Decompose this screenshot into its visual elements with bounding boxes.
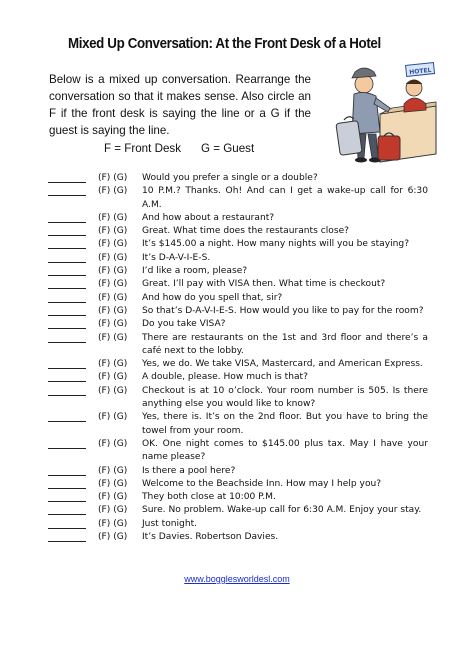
line-text: It’s D-A-V-I-E-S. <box>142 252 211 263</box>
line-text: Great. I’ll pay with VISA then. What time is checkout? <box>142 279 386 290</box>
line-text: So that’s D-A-V-I-E-S. How would you like to pay for the room? <box>142 305 424 316</box>
worksheet-title: Mixed Up Conversation: At the Front Desk of a Hotel <box>68 36 381 52</box>
conversation-line <box>48 185 428 212</box>
answer-blank[interactable] <box>48 252 86 263</box>
conversation-line <box>48 332 428 359</box>
answer-blank[interactable] <box>48 185 86 196</box>
speaker-choice[interactable]: (F) (G) <box>98 359 128 370</box>
conversation-line <box>48 292 428 305</box>
speaker-choice[interactable]: (F) (G) <box>98 239 128 250</box>
conversation-line <box>48 225 428 238</box>
conversation-line <box>48 531 428 544</box>
key-front-desk: F = Front Desk <box>104 142 181 155</box>
line-text: Just tonight. <box>142 518 198 529</box>
speaker-choice[interactable]: (F) (G) <box>98 412 128 423</box>
speaker-choice[interactable]: (F) (G) <box>98 266 128 277</box>
hotel-guest-at-front-desk-illustration <box>318 54 438 169</box>
speaker-choice[interactable]: (F) (G) <box>98 518 128 529</box>
conversation-line <box>48 518 428 531</box>
answer-blank[interactable] <box>48 504 86 515</box>
conversation-line <box>48 358 428 371</box>
conversation-line <box>48 491 428 504</box>
conversation-line <box>48 371 428 384</box>
speaker-choice[interactable]: (F) (G) <box>98 478 128 489</box>
answer-blank[interactable] <box>48 438 86 449</box>
answer-blank[interactable] <box>48 491 86 502</box>
speaker-choice[interactable]: (F) (G) <box>98 226 128 237</box>
conversation-line <box>48 411 428 438</box>
answer-blank[interactable] <box>48 172 86 183</box>
conversation-line <box>48 238 428 251</box>
line-text: I’d like a room, please? <box>142 266 248 277</box>
speaker-choice[interactable]: (F) (G) <box>98 372 128 383</box>
conversation-lines <box>48 172 428 544</box>
answer-blank[interactable] <box>48 212 86 223</box>
conversation-line <box>48 252 428 265</box>
line-text: Would you prefer a single or a double? <box>142 173 318 183</box>
footer-link[interactable]: www.bogglesworldesl.com <box>184 574 290 584</box>
line-text: A double, please. How much is that? <box>142 372 308 383</box>
line-text: And how about a restaurant? <box>142 212 275 223</box>
speaker-choice[interactable]: (F) (G) <box>98 332 128 343</box>
speaker-choice[interactable]: (F) (G) <box>98 305 128 316</box>
answer-blank[interactable] <box>48 518 86 529</box>
answer-blank[interactable] <box>48 292 86 303</box>
answer-blank[interactable] <box>48 278 86 289</box>
speaker-choice[interactable]: (F) (G) <box>98 292 128 303</box>
line-text: 10 P.M.? Thanks. Oh! And can I get a wake-up call for 6:30 A.M. <box>142 186 428 210</box>
line-text: They both close at 10:00 P.M. <box>142 492 276 503</box>
line-text: It’s Davies. Robertson Davies. <box>142 532 279 543</box>
line-text: Is there a pool here? <box>142 465 236 476</box>
answer-blank[interactable] <box>48 465 86 476</box>
line-text: Yes, we do. We take VISA, Mastercard, and American Express. <box>142 359 423 370</box>
answer-blank[interactable] <box>48 385 86 396</box>
answer-blank[interactable] <box>48 332 86 343</box>
line-text: And how do you spell that, sir? <box>142 292 283 303</box>
answer-blank[interactable] <box>48 531 86 542</box>
instructions: Below is a mixed up conversation. Rearrange the conversation so that it makes sense. Also circle an F if the front desk is saying the line or a G if the guest is saying the line. <box>49 73 311 137</box>
conversation-line <box>48 305 428 318</box>
line-text: Checkout is at 10 o’clock. Your room number is 505. Is there anything else you would like to know? <box>142 385 428 410</box>
answer-blank[interactable] <box>48 305 86 316</box>
speaker-choice[interactable]: (F) (G) <box>98 532 128 543</box>
speaker-choice[interactable]: (F) (G) <box>98 438 128 449</box>
hotel-sign-text: HOTEL <box>408 66 432 77</box>
line-text: Great. What time does the restaurants close? <box>142 226 349 237</box>
speaker-choice[interactable]: (F) (G) <box>98 505 128 516</box>
conversation-line <box>48 478 428 491</box>
answer-blank[interactable] <box>48 225 86 236</box>
speaker-choice[interactable]: (F) (G) <box>98 465 128 476</box>
speaker-choice[interactable]: (F) (G) <box>98 319 128 330</box>
line-text: Yes, there is. It’s on the 2nd floor. But you have to bring the towel from your room. <box>142 412 428 436</box>
line-text: It’s $145.00 a night. How many nights will you be staying? <box>142 239 410 250</box>
answer-blank[interactable] <box>48 265 86 276</box>
speaker-choice[interactable]: (F) (G) <box>98 252 128 263</box>
speaker-choice[interactable]: (F) (G) <box>98 212 128 223</box>
answer-blank[interactable] <box>48 238 86 249</box>
conversation-line <box>48 438 428 465</box>
conversation-line <box>48 385 428 412</box>
line-text: Welcome to the Beachside Inn. How may I help you? <box>142 478 382 489</box>
conversation-line <box>48 172 428 185</box>
conversation-line <box>48 465 428 478</box>
speaker-choice[interactable]: (F) (G) <box>98 385 128 396</box>
line-text: OK. One night comes to $145.00 plus tax. May I have your name please? <box>142 438 428 463</box>
speaker-choice[interactable]: (F) (G) <box>98 173 128 183</box>
answer-blank[interactable] <box>48 411 86 422</box>
speaker-choice[interactable]: (F) (G) <box>98 279 128 290</box>
line-text: There are restaurants on the 1st and 3rd floor and there’s a café next to the lobby. <box>142 332 428 356</box>
conversation-line <box>48 504 428 517</box>
conversation-line <box>48 278 428 291</box>
line-text: Do you take VISA? <box>142 319 226 330</box>
conversation-line <box>48 318 428 331</box>
conversation-line <box>48 265 428 278</box>
answer-blank[interactable] <box>48 371 86 382</box>
key-guest: G = Guest <box>201 142 255 155</box>
speaker-choice[interactable]: (F) (G) <box>98 492 128 503</box>
line-text: Sure. No problem. Wake-up call for 6:30 A.M. Enjoy your stay. <box>142 505 422 516</box>
answer-blank[interactable] <box>48 478 86 489</box>
speaker-choice[interactable]: (F) (G) <box>98 186 128 197</box>
conversation-line <box>48 212 428 225</box>
answer-blank[interactable] <box>48 358 86 369</box>
answer-blank[interactable] <box>48 318 86 329</box>
